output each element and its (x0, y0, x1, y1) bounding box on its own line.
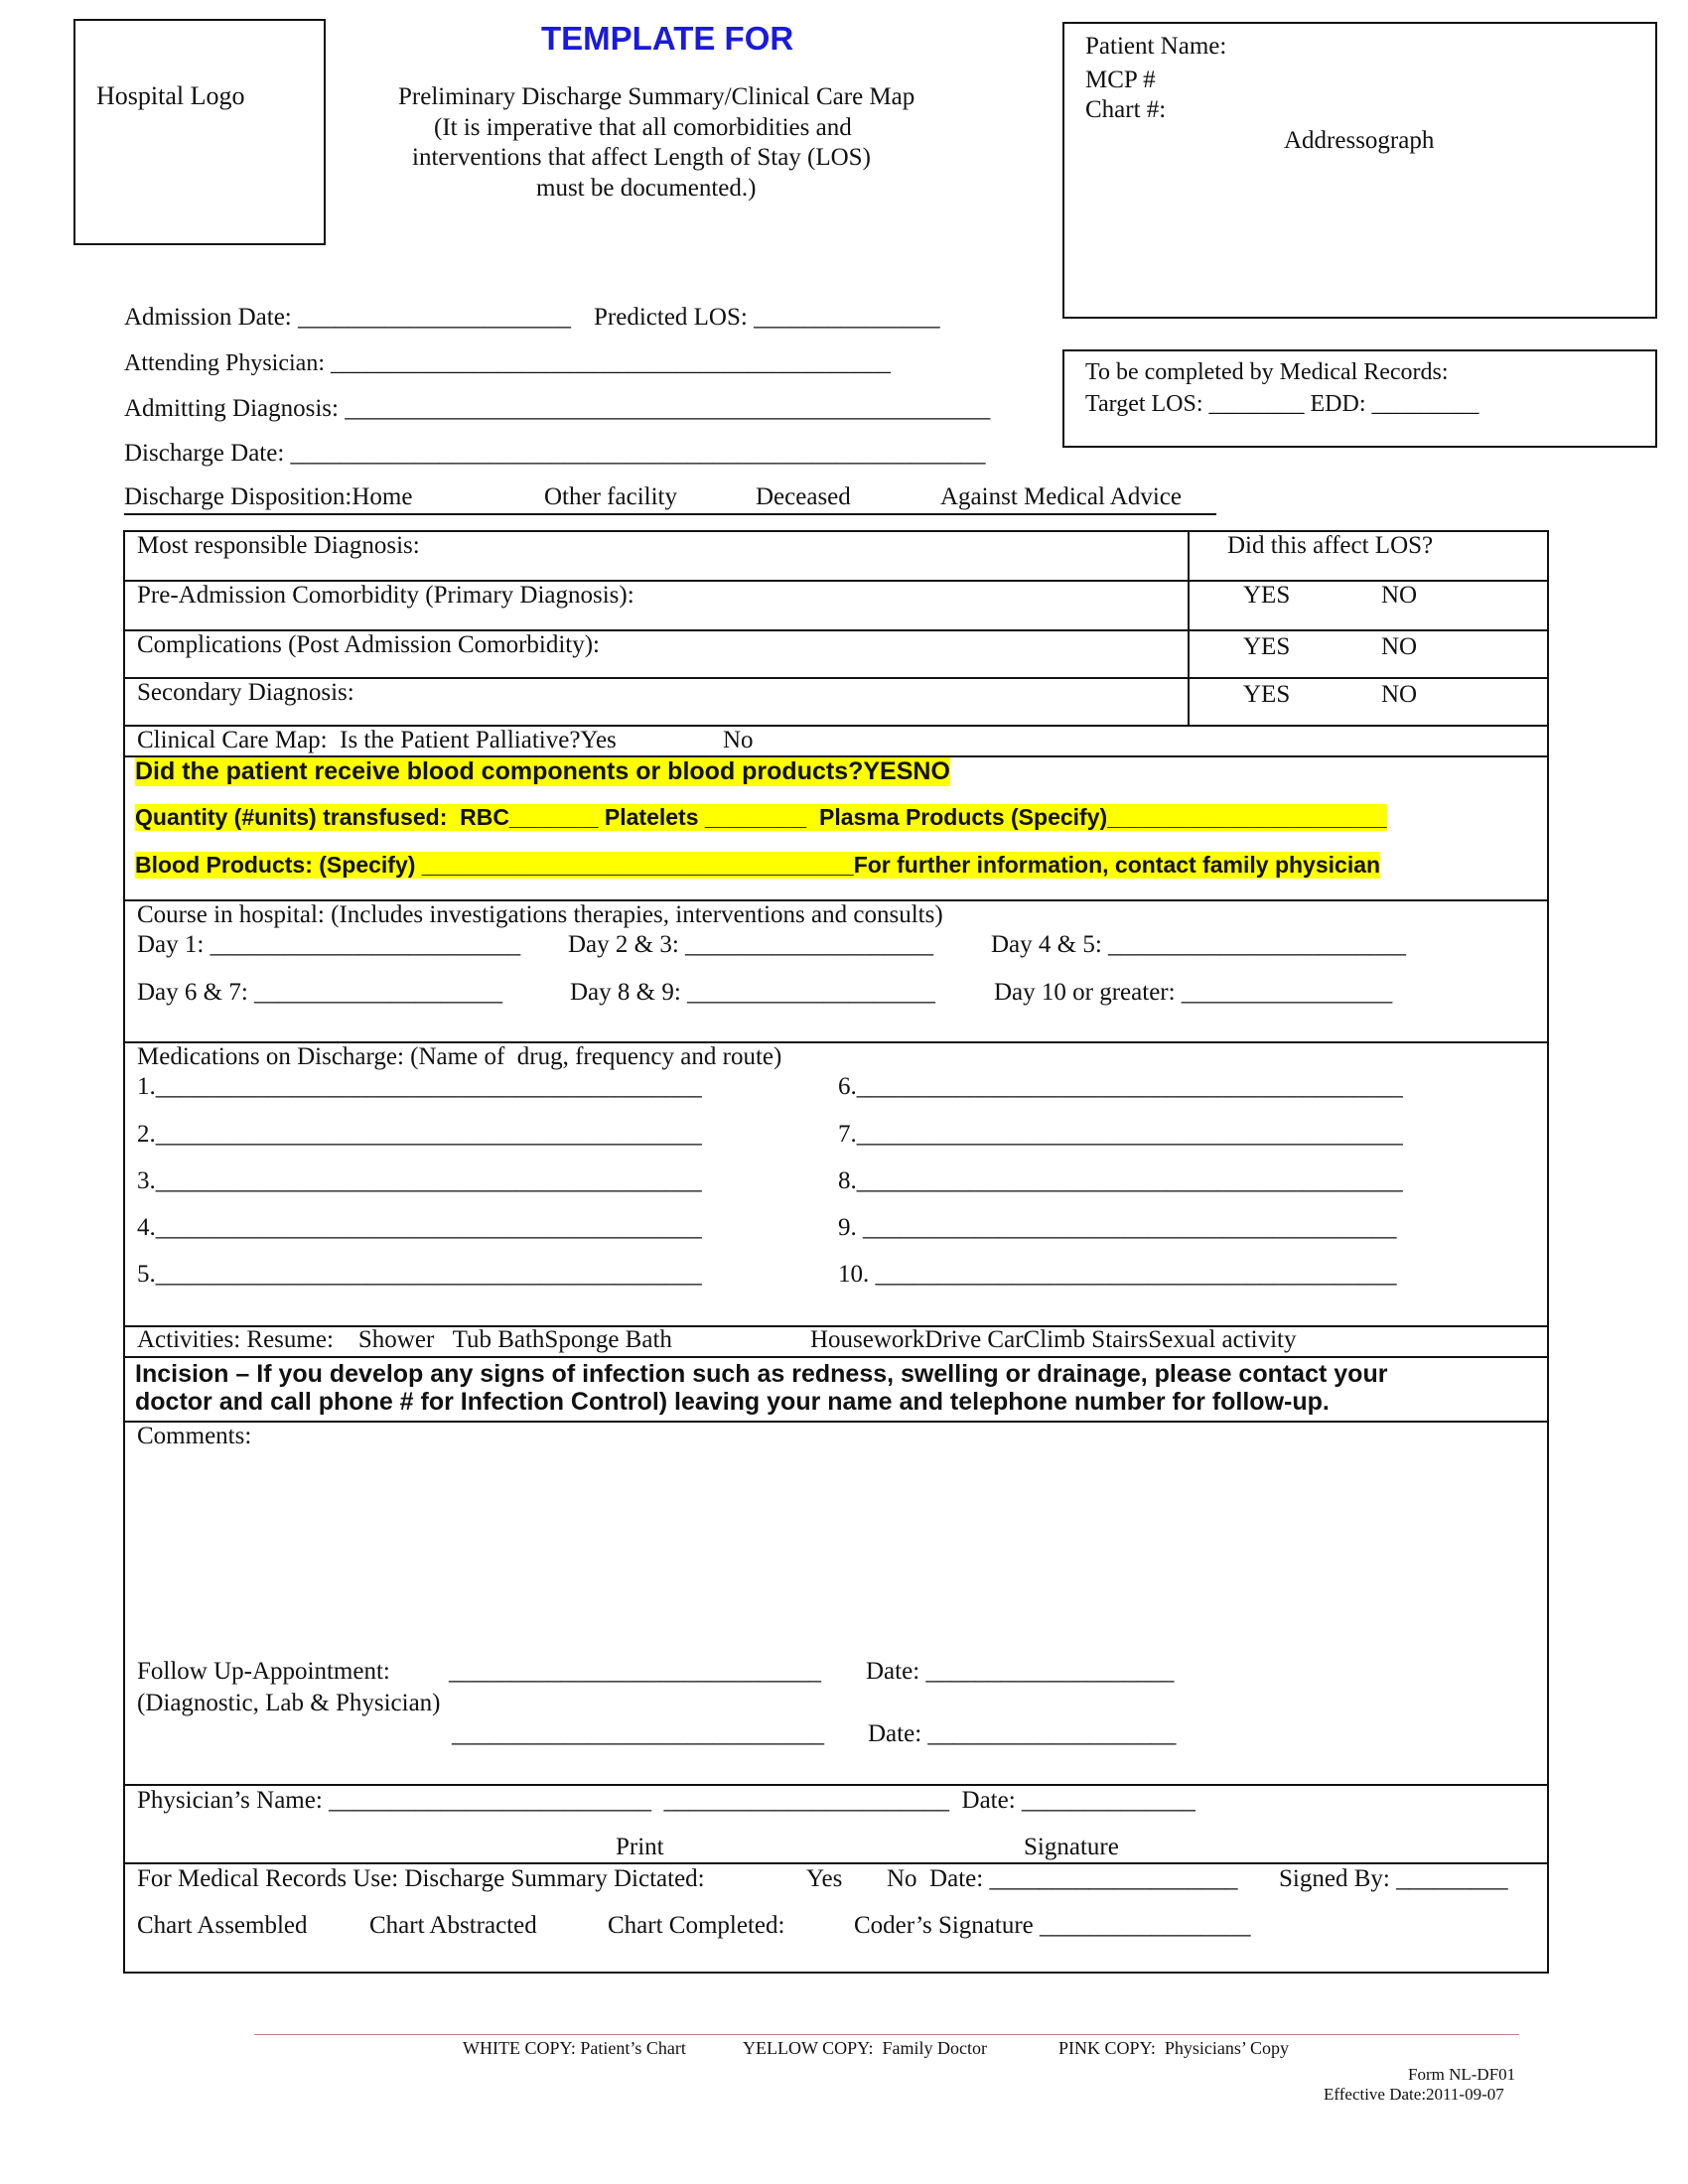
discharge-date-field[interactable]: Discharge Date: ________________________________________________________ (124, 440, 986, 467)
physician-name-field[interactable]: Physician’s Name: __________________________ _______________________ Date: ______________ (137, 1787, 1196, 1814)
disposition-home[interactable]: Discharge Disposition:Home (124, 483, 413, 510)
comments-area[interactable] (125, 1453, 1545, 1652)
medication-line-2[interactable]: 2.____________________________________________ (137, 1121, 702, 1148)
note-line-1: (It is imperative that all comorbidities and (434, 114, 852, 141)
dictated-no-date[interactable]: No Date: ____________________ (887, 1865, 1238, 1892)
disposition-other-facility[interactable]: Other facility (544, 483, 677, 510)
signature-label: Signature (1024, 1834, 1119, 1860)
chart-assembled[interactable]: Chart Assembled (137, 1912, 308, 1939)
chart-abstracted[interactable]: Chart Abstracted (369, 1912, 537, 1939)
secondary-no[interactable]: NO (1381, 681, 1418, 708)
incision-note-line-2: doctor and call phone # for Infection Control) leaving your name and telephone number for follow-up. (135, 1388, 1330, 1416)
patient-name-label: Patient Name: (1085, 33, 1227, 60)
disposition-underline (124, 513, 1216, 515)
day-8-9-field[interactable]: Day 8 & 9: ____________________ (570, 979, 936, 1006)
section-divider (123, 1356, 1549, 1358)
pre-admission-no[interactable]: NO (1381, 582, 1418, 609)
affect-los-heading: Did this affect LOS? (1227, 532, 1434, 559)
coder-signature-field[interactable]: Coder’s Signature _________________ (854, 1912, 1251, 1939)
effective-date: Effective Date:2011-09-07 (1324, 2085, 1504, 2104)
secondary-yes[interactable]: YES (1243, 681, 1291, 708)
addressograph-label: Addressograph (1284, 127, 1435, 154)
disposition-against-medical-advice[interactable]: Against Medical Advice (940, 483, 1182, 510)
dictated-yes[interactable]: Yes (806, 1865, 843, 1892)
medications-heading: Medications on Discharge: (Name of drug, frequency and route) (137, 1043, 782, 1070)
course-heading: Course in hospital: (Includes investigations therapies, interventions and consults) (137, 901, 943, 928)
follow-up-sub: (Diagnostic, Lab & Physician) (137, 1690, 441, 1716)
day-10-field[interactable]: Day 10 or greater: _________________ (994, 979, 1393, 1006)
complications-no[interactable]: NO (1381, 633, 1418, 660)
pre-admission-comorbidity[interactable]: Pre-Admission Comorbidity (Primary Diagnosis): (137, 582, 634, 609)
target-los-edd-field[interactable]: Target LOS: ________ EDD: _________ (1085, 391, 1479, 417)
predicted-los-field[interactable]: Predicted LOS: _______________ (594, 304, 940, 331)
day-2-3-field[interactable]: Day 2 & 3: ____________________ (568, 931, 934, 958)
admitting-diagnosis-field[interactable]: Admitting Diagnosis: ____________________________________________________ (124, 395, 991, 422)
pre-admission-yes[interactable]: YES (1243, 582, 1291, 609)
chart-label: Chart #: (1085, 96, 1167, 123)
follow-up-date-2[interactable]: Date: ____________________ (868, 1720, 1177, 1747)
chart-completed[interactable]: Chart Completed: (608, 1912, 785, 1939)
footer-yellow-copy: YELLOW COPY: Family Doctor (743, 2038, 987, 2058)
form-bottom-border (123, 1972, 1549, 1974)
print-label: Print (616, 1834, 664, 1860)
medication-line-10[interactable]: 10. __________________________________________ (838, 1261, 1397, 1288)
diagnosis-column-divider (1188, 530, 1190, 726)
follow-up-label: Follow Up-Appointment: (137, 1658, 390, 1685)
note-line-3: must be documented.) (536, 175, 757, 202)
medication-line-1[interactable]: 1.____________________________________________ (137, 1073, 702, 1100)
blood-quantity-fields[interactable]: Quantity (#units) transfused: RBC_______ Platelets ________ Plasma Products (Specify)______________________ (135, 804, 1387, 830)
palliative-no[interactable]: No (723, 727, 754, 753)
follow-up-date-1[interactable]: Date: ____________________ (866, 1658, 1175, 1685)
follow-up-line-2[interactable]: ______________________________ (452, 1720, 824, 1747)
follow-up-line-1[interactable]: ______________________________ (449, 1658, 821, 1685)
signed-by-field[interactable]: Signed By: _________ (1279, 1865, 1508, 1892)
form-right-border (1547, 530, 1549, 1974)
medication-line-5[interactable]: 5.____________________________________________ (137, 1261, 702, 1288)
incision-note-line-1: Incision – If you develop any signs of infection such as redness, swelling or drainage, please contact your (135, 1360, 1388, 1388)
medication-line-8[interactable]: 8.____________________________________________ (838, 1167, 1403, 1194)
day-4-5-field[interactable]: Day 4 & 5: ________________________ (991, 931, 1407, 958)
complications-yes[interactable]: YES (1243, 633, 1291, 660)
palliative-yes[interactable]: Clinical Care Map: Is the Patient Palliative?Yes (137, 727, 617, 753)
medical-records-heading: To be completed by Medical Records: (1085, 359, 1449, 385)
page-title: TEMPLATE FOR (541, 20, 794, 57)
footer-pink-copy: PINK COPY: Physicians’ Copy (1058, 2038, 1290, 2058)
disposition-deceased[interactable]: Deceased (756, 483, 851, 510)
section-divider (123, 1862, 1549, 1864)
blood-question[interactable]: Did the patient receive blood components or blood products?YESNO (135, 757, 950, 785)
note-line-2: interventions that affect Length of Stay (LOS) (412, 144, 871, 171)
hospital-logo-box (73, 19, 326, 245)
complications[interactable]: Complications (Post Admission Comorbidity): (137, 631, 601, 658)
attending-physician-field[interactable]: Attending Physician: _______________________________________________ (124, 350, 891, 376)
most-responsible-diagnosis[interactable]: Most responsible Diagnosis: (137, 532, 420, 559)
medication-line-3[interactable]: 3.____________________________________________ (137, 1167, 702, 1194)
discharge-summary-dictated: For Medical Records Use: Discharge Summary Dictated: (137, 1865, 705, 1892)
blood-products-field[interactable]: Blood Products: (Specify) __________________________________For further information, contact family physician (135, 852, 1381, 878)
form-left-border (123, 530, 125, 1974)
footer-white-copy: WHITE COPY: Patient’s Chart (463, 2038, 686, 2058)
day-6-7-field[interactable]: Day 6 & 7: ____________________ (137, 979, 503, 1006)
hospital-logo-label: Hospital Logo (96, 81, 245, 110)
page-subtitle: Preliminary Discharge Summary/Clinical Care Map (398, 83, 915, 110)
medication-line-9[interactable]: 9. ___________________________________________ (838, 1214, 1397, 1241)
medication-line-7[interactable]: 7.____________________________________________ (838, 1121, 1403, 1148)
activities-resume[interactable]: Activities: Resume: Shower Tub BathSponge Bath (137, 1326, 672, 1353)
section-divider (123, 1421, 1549, 1423)
mcp-label: MCP # (1085, 67, 1156, 93)
admission-date-field[interactable]: Admission Date: ______________________ (124, 304, 571, 331)
medication-line-4[interactable]: 4.____________________________________________ (137, 1214, 702, 1241)
secondary-diagnosis[interactable]: Secondary Diagnosis: (137, 679, 354, 706)
day-1-field[interactable]: Day 1: _________________________ (137, 931, 521, 958)
activities-other[interactable]: HouseworkDrive CarClimb StairsSexual activity (810, 1326, 1297, 1353)
comments-label: Comments: (137, 1423, 252, 1449)
form-number: Form NL-DF01 (1408, 2065, 1516, 2084)
footer-rule (254, 2034, 1519, 2035)
section-divider (123, 1784, 1549, 1786)
medication-line-6[interactable]: 6.____________________________________________ (838, 1073, 1403, 1100)
